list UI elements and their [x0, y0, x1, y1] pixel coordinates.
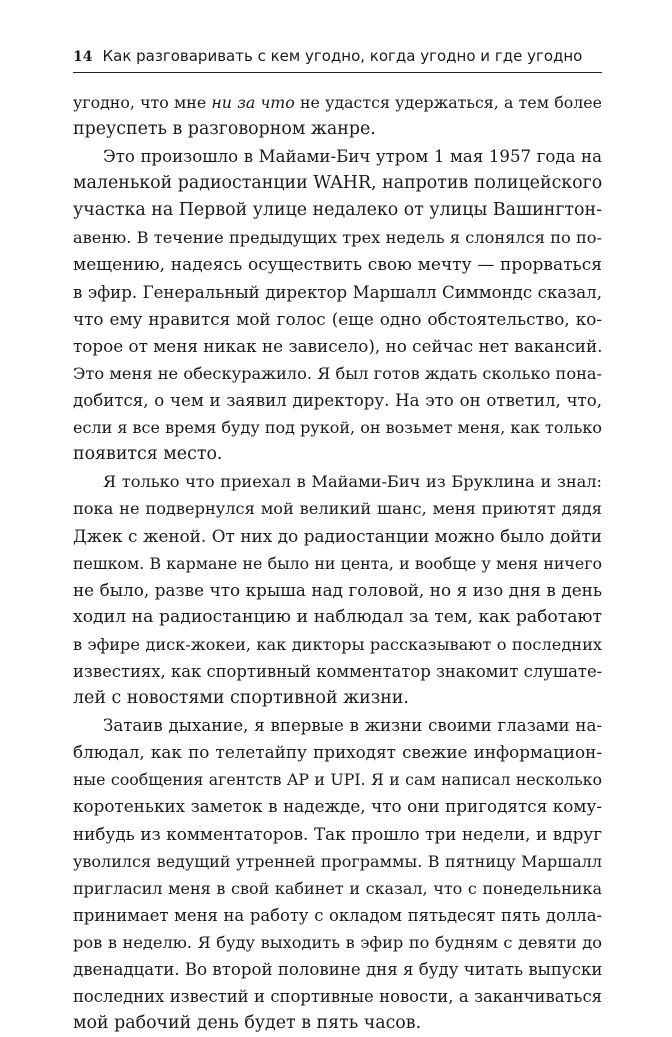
text-run: если я все время буду под рукой, он возьмет меня, как только — [73, 418, 602, 438]
text-run: последних известий и спортивные новости, а заканчиваться — [73, 987, 602, 1007]
text-run: коротеньких заметок в надежде, что они пригодятся кому- — [73, 796, 602, 817]
text-run: в эфире диск-жокеи, как дикторы рассказывают о последних — [73, 634, 602, 654]
text-line — [73, 468, 602, 495]
text-line — [73, 956, 602, 983]
text-line — [73, 279, 602, 306]
text-line — [73, 441, 602, 468]
text-run: лей с новостями спортивной жизни. — [73, 688, 409, 709]
text-line — [73, 89, 602, 116]
text-line — [73, 875, 602, 902]
page-number: 14 — [73, 49, 93, 65]
text-line — [73, 495, 602, 522]
text-run: маленькой радиостанции WAHR, напротив полицейского — [73, 173, 603, 194]
text-line — [73, 739, 602, 766]
text-run: мой рабочий день будет в пять часов. — [73, 1013, 422, 1034]
text-line — [73, 116, 602, 143]
text-run: двенадцати. Во второй половине дня я буду читать выпуски — [73, 960, 603, 979]
text-line — [73, 414, 602, 441]
text-run: известиях, как спортивный комментатор знакомит слушате- — [73, 661, 603, 681]
text-run: мещению, надеясь осуществить свою мечту — прорваться — [73, 254, 602, 275]
text-line — [73, 306, 602, 333]
running-title: Как разговаривать с кем угодно, когда угодно и где угодно — [102, 47, 583, 65]
text-line — [73, 658, 602, 685]
text-line — [73, 1010, 602, 1037]
text-run: принимает меня на работу с окладом пятьдесят пять долла- — [73, 905, 602, 925]
text-run: ные сообщения агентств AP и UPI. Я и сам написал несколько — [73, 770, 602, 790]
text-line — [73, 197, 602, 224]
body-text — [73, 89, 602, 1037]
text-line — [73, 604, 602, 631]
text-line — [73, 685, 602, 712]
text-line — [73, 143, 602, 170]
text-line — [73, 252, 602, 279]
text-line — [73, 983, 602, 1010]
text-line — [73, 712, 602, 739]
text-line — [73, 821, 602, 848]
text-run: ходил на радиостанцию и наблюдал за тем, как работают — [73, 606, 602, 627]
text-run: в эфир. Генеральный директор Маршалл Симмондс сказал, — [73, 282, 602, 302]
text-line — [73, 929, 602, 956]
text-line — [73, 387, 602, 414]
text-line — [73, 224, 602, 251]
text-line — [73, 170, 602, 197]
text-run: участка на Первой улице недалеко от улицы Вашингтон- — [73, 200, 602, 221]
text-run: добится, о чем и заявил директору. На это он ответил, что, — [73, 391, 602, 411]
text-run: нибудь из комментаторов. Так прошло три недели, и вдруг — [73, 823, 602, 844]
text-run: угодно, что мне — [73, 93, 212, 112]
text-run: Джек с женой. От них до радиостанции можно было дойти — [73, 525, 602, 546]
text-run: Затаив дыхание, я впервые в жизни своими глазами на- — [103, 716, 602, 736]
text-run: ров в неделю. Я буду выходить в эфир по будням с девяти до — [73, 932, 602, 952]
text-line — [73, 766, 602, 793]
text-run: торое от меня никак не зависело), но сейчас нет вакансий. — [73, 335, 603, 356]
text-run: авеню. В течение предыдущих трех недель я слонялся по по- — [73, 228, 602, 248]
text-run: Это меня не обескуражило. Я был готов ждать сколько пона- — [73, 363, 602, 383]
text-run: Это произошло в Майами-Бич утром 1 мая 1957 года на — [103, 147, 602, 167]
text-run: появится место. — [73, 444, 223, 465]
text-line — [73, 333, 602, 360]
header-rule — [73, 72, 602, 73]
text-line — [73, 550, 602, 577]
text-run: не было, разве что крыша над головой, но я изо дня в день — [73, 579, 602, 600]
text-line — [73, 523, 602, 550]
text-run: уволился ведущий утренней программы. В пятницу Маршалл — [73, 851, 602, 871]
italic-run: ни за что — [211, 93, 295, 112]
text-run: преуспеть в разговорном жанре. — [73, 119, 376, 140]
text-line — [73, 793, 602, 820]
text-line — [73, 360, 602, 387]
text-line — [73, 848, 602, 875]
text-run: Я только что приехал в Майами-Бич из Бруклина и знал: — [103, 472, 602, 492]
text-run: пока не подвернулся мой великий шанс, меня приютят дядя — [73, 499, 602, 519]
text-line — [73, 631, 602, 658]
text-run: пригласил меня в свой кабинет и сказал, что с понедельника — [73, 878, 602, 898]
text-run: блюдал, как по телетайпу приходят свежие информацион- — [73, 742, 602, 763]
text-line — [73, 902, 602, 929]
text-run: пешком. В кармане не было ни цента, и вообще у меня ничего — [73, 553, 602, 573]
text-line — [73, 577, 602, 604]
running-head — [73, 46, 601, 67]
text-run: что ему нравится мой голос (еще одно обстоятельство, ко- — [73, 308, 602, 329]
text-run: не удастся удержаться, а тем более — [294, 93, 603, 112]
